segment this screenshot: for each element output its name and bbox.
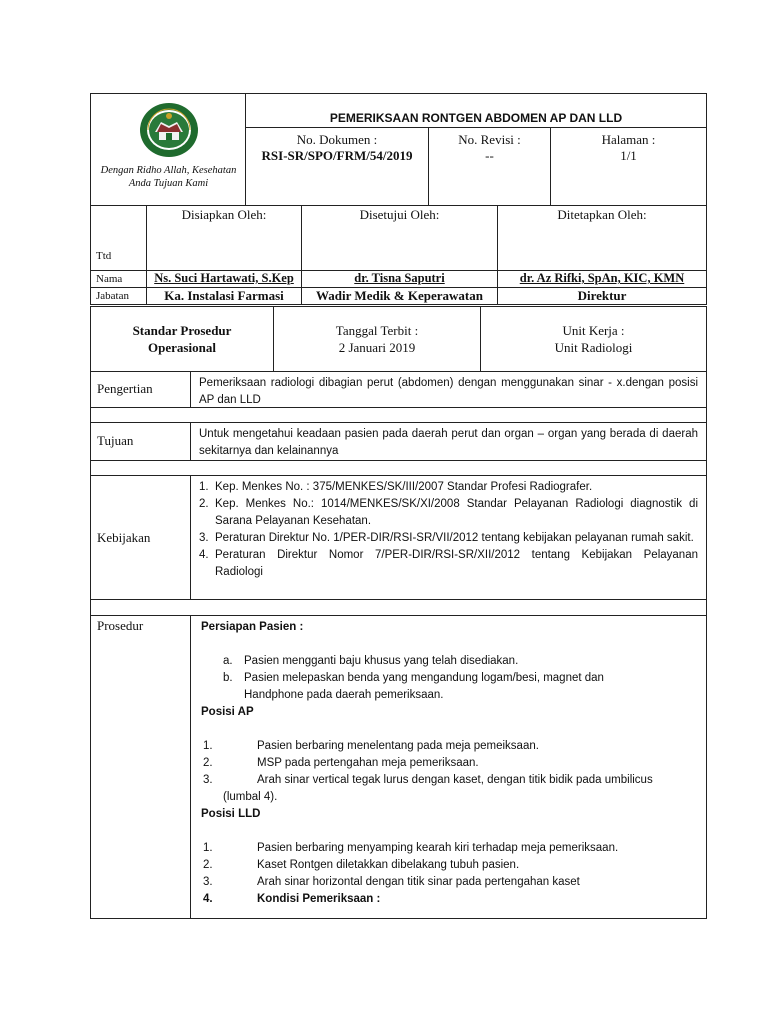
lld-item	[201, 891, 698, 908]
unit-label: Unit Kerja :	[562, 323, 625, 338]
ttd-label: Ttd	[96, 250, 112, 262]
tanggal-terbit	[274, 322, 480, 356]
kebijakan-item	[199, 530, 698, 547]
lld-item	[201, 840, 698, 857]
nama-ditetapkan: dr. Az Rifki, SpAn, KIC, KMN	[519, 271, 685, 285]
tujuan-text: Untuk mengetahui keadaan pasien pada daerah perut dan organ – organ yang berada di daerah sekitarnya dan kelainannya	[199, 428, 698, 457]
document-header	[90, 93, 707, 206]
item-number: 3.	[203, 774, 213, 786]
prosedur-row	[90, 615, 707, 919]
ap-item	[201, 772, 698, 789]
no-revisi-label: No. Revisi :	[458, 132, 521, 147]
jabatan-disiapkan: Ka. Instalasi Farmasi	[164, 288, 284, 303]
disiapkan-label: Disiapkan Oleh:	[181, 207, 267, 222]
ap-item	[201, 755, 698, 772]
prosedur-label: Prosedur	[91, 616, 191, 918]
logo-cell	[91, 94, 246, 205]
pengertian-label: Pengertian	[91, 372, 191, 407]
spacer-row	[90, 460, 707, 476]
kebijakan-label: Kebijakan	[91, 476, 191, 599]
title-row	[246, 94, 706, 128]
jabatan-disetujui: Wadir Medik & Keperawatan	[316, 288, 483, 303]
item-text: Kondisi Pemeriksaan :	[257, 893, 381, 905]
item-letter: b.	[223, 672, 233, 684]
pengertian-text: Pemeriksaan radiologi dibagian perut (abdomen) dengan menggunakan sinar - x.dengan posisi AP dan LLD	[199, 377, 698, 406]
tanggal-value: 2 Januari 2019	[338, 340, 416, 355]
item-text: Pasien berbaring menelentang pada meja pemeiksaan.	[257, 740, 539, 752]
no-dokumen-value: RSI-SR/SPO/FRM/54/2019	[261, 148, 413, 163]
item-text: Peraturan Direktur No. 1/PER-DIR/RSI-SR/VII/2012 tentang kebijakan pelayanan rumah sakit.	[215, 532, 694, 544]
item-text: Pasien melepaskan benda yang mengandung logam/besi, magnet dan Handphone pada daerah pemeriksaan.	[244, 672, 604, 701]
ap-item	[201, 738, 698, 755]
prosedur-content	[191, 616, 706, 918]
item-text: Peraturan Direktur Nomor 7/PER-DIR/RSI-SR/XII/2012 tentang Kebijakan Pelayanan Radiologi	[215, 549, 698, 578]
hospital-motto: Dengan Ridho Allah, Kesehatan Anda Tujuan Kami	[100, 165, 237, 189]
item-text: Pasien berbaring menyamping kearah kiri terhadap meja pemeriksaan.	[257, 842, 619, 854]
ap-title: Posisi AP	[201, 706, 254, 718]
unit-value: Unit Radiologi	[554, 340, 633, 355]
no-revisi-cell	[429, 128, 551, 205]
disetujui-label: Disetujui Oleh:	[359, 207, 440, 222]
kebijakan-row	[90, 475, 707, 600]
kebijakan-list	[191, 476, 706, 599]
halaman-label: Halaman :	[601, 132, 656, 147]
item-text: MSP pada pertengahan meja pemeriksaan.	[257, 757, 479, 769]
sop-label	[91, 322, 273, 356]
item-number: 1.	[203, 842, 213, 854]
item-number: 3.	[199, 532, 209, 544]
item-text: Arah sinar vertical tegak lurus dengan kaset, dengan titik bidik pada umbilicus	[257, 774, 653, 786]
no-revisi-value: --	[485, 148, 494, 163]
item-text: Kaset Rontgen diletakkan dibelakang tubuh pasien.	[257, 859, 520, 871]
no-dokumen-label: No. Dokumen :	[296, 132, 378, 147]
nama-disiapkan: Ns. Suci Hartawati, S.Kep	[154, 271, 294, 285]
ditetapkan-label: Ditetapkan Oleh:	[557, 207, 647, 222]
halaman-cell	[551, 128, 706, 205]
halaman-value: 1/1	[620, 148, 637, 163]
pengertian-row	[90, 371, 707, 408]
item-text: Pasien mengganti baju khusus yang telah disediakan.	[244, 655, 519, 667]
sop-label-line1: Standar Prosedur	[132, 323, 232, 338]
item-text: Kep. Menkes No.: 1014/MENKES/SK/XI/2008 Standar Pelayanan Radiologi diagnostik di Sarana Pelayanan Kesehatan.	[215, 498, 698, 527]
lld-title: Posisi LLD	[201, 808, 261, 820]
sop-label-line2: Operasional	[148, 340, 216, 355]
lld-item	[201, 874, 698, 891]
jabatan-label: Jabatan	[96, 290, 129, 302]
item-number: 2.	[199, 498, 209, 510]
jabatan-ditetapkan: Direktur	[577, 288, 627, 303]
item-number: 2.	[203, 757, 213, 769]
kebijakan-item	[199, 547, 698, 581]
tujuan-label: Tujuan	[91, 423, 191, 460]
persiapan-item	[201, 670, 698, 704]
item-number: 4.	[203, 893, 213, 905]
no-dokumen-cell	[246, 128, 429, 205]
sop-row	[90, 306, 707, 372]
item-letter: a.	[223, 655, 233, 667]
kebijakan-item	[199, 479, 698, 496]
lld-item	[201, 857, 698, 874]
tanggal-label: Tanggal Terbit :	[335, 323, 419, 338]
item-number: 2.	[203, 859, 213, 871]
item-number: 1.	[203, 740, 213, 752]
item-text: Kep. Menkes No. : 375/MENKES/SK/III/2007 Standar Profesi Radiografer.	[215, 481, 593, 493]
spacer-row	[90, 407, 707, 423]
persiapan-item	[201, 653, 698, 670]
spacer-row	[90, 599, 707, 616]
signature-block	[90, 205, 707, 305]
item-number: 3.	[203, 876, 213, 888]
document-title: PEMERIKSAAN RONTGEN ABDOMEN AP DAN LLD	[329, 111, 623, 125]
item-number: 4.	[199, 549, 209, 561]
item-text: Arah sinar horizontal dengan titik sinar pada pertengahan kaset	[257, 876, 580, 888]
item-number: 1.	[199, 481, 209, 493]
unit-kerja	[481, 322, 706, 356]
tujuan-row	[90, 422, 707, 461]
nama-disetujui: dr. Tisna Saputri	[354, 271, 445, 285]
kebijakan-item	[199, 496, 698, 530]
hospital-logo	[138, 102, 200, 158]
ap-item-continuation: (lumbal 4).	[223, 791, 278, 803]
nama-label: Nama	[96, 273, 123, 285]
persiapan-title: Persiapan Pasien :	[201, 621, 304, 633]
